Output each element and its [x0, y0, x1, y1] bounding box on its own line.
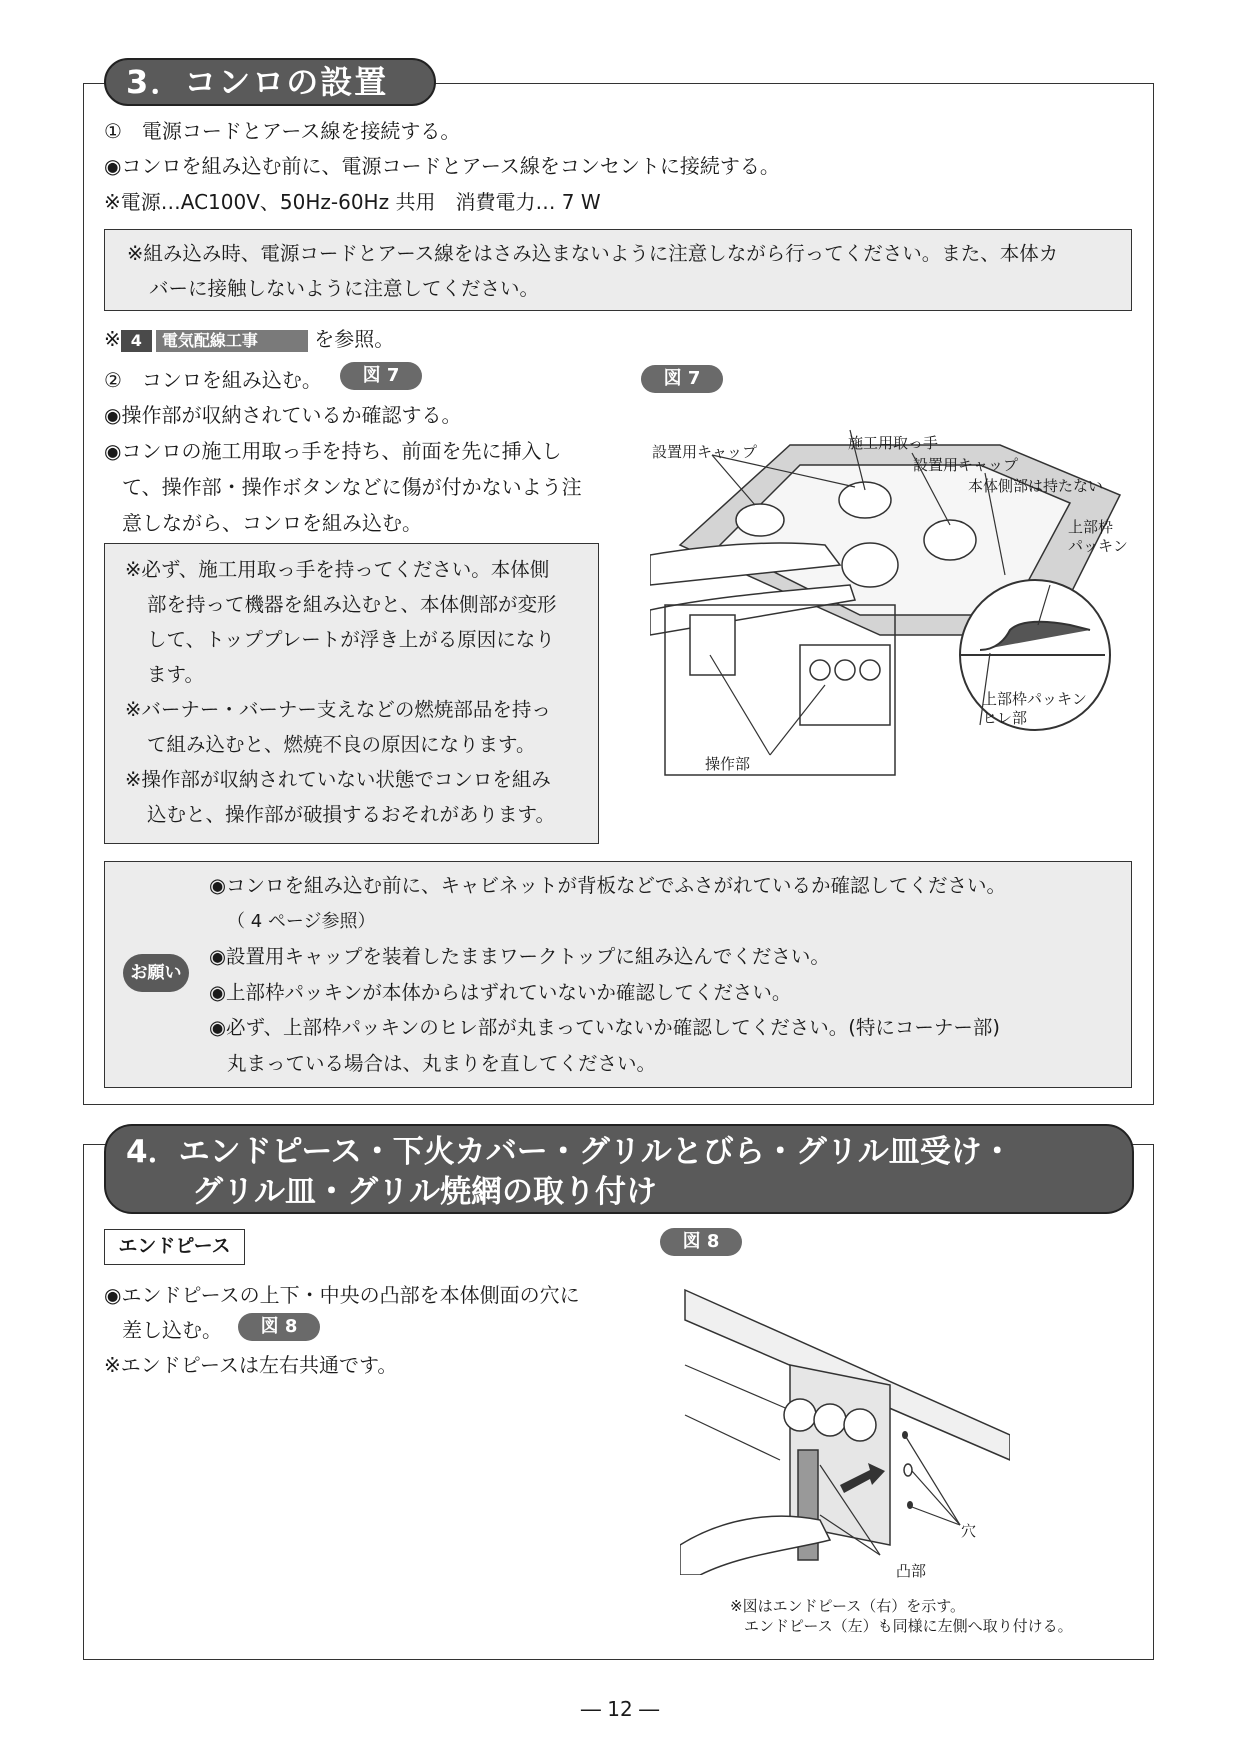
request-item: ◉上部枠パッキンが本体からはずれていないか確認してください。 — [209, 980, 792, 1004]
step2-bullet1: ◉操作部が収納されているか確認する。 — [104, 403, 462, 427]
fig7-callout-cap2: 設置用キャップ — [913, 456, 1019, 474]
power-spec: ※電源…AC100V、50Hz-60Hz 共用 消費電力… 7 W — [104, 190, 601, 214]
caution-box-1 — [104, 229, 1132, 311]
caution-box-2 — [104, 543, 599, 844]
endpiece-bullet-l1: ◉エンドピースの上下・中央の凸部を本体側面の穴に — [104, 1283, 580, 1307]
caution2-line: 部を持って機器を組み込むと、本体側部が変形 — [147, 593, 557, 616]
section3-title — [104, 58, 436, 106]
fig7-callout-packing-l1: 上部枠 — [1068, 518, 1114, 536]
ref-section-label[interactable]: 電気配線工事 — [156, 330, 308, 352]
request-item: ◉設置用キャップを装着したままワークトップに組み込んでください。 — [209, 945, 830, 968]
caution1-line2: バーに接触しないように注意してください。 — [149, 277, 540, 300]
fig8-caption-l1: ※図はエンドピース（右）を示す。 — [730, 1597, 966, 1615]
ref-section-number[interactable]: 4 — [121, 330, 152, 352]
step2-bullet2-l3: 意しながら、コンロを組み込む。 — [122, 511, 422, 535]
caution2-line: 込むと、操作部が破損するおそれがあります。 — [147, 803, 555, 826]
fig7-callout-fin-l1: 上部枠パッキン — [982, 690, 1087, 708]
step1: ① 電源コードとアース線を接続する。 — [104, 119, 461, 143]
fig8-label: 図 8 — [660, 1228, 742, 1256]
fig7-callout-control: 操作部 — [705, 755, 751, 773]
endpiece-heading — [104, 1229, 245, 1265]
section4-title-l2: グリル皿・グリル焼網の取り付け — [192, 1174, 657, 1210]
reference-line — [104, 325, 394, 353]
page-number: ― 12 ― — [580, 1697, 660, 1721]
fig8-caption-l2: エンドピース（左）も同様に左側へ取り付ける。 — [744, 1617, 1073, 1635]
request-list — [209, 868, 1006, 1081]
section4-title-l1: 4．エンドピース・下火カバー・グリルとびら・グリル皿受け・ — [126, 1134, 1013, 1170]
fig8-callout-boss: 凸部 — [896, 1562, 927, 1580]
section4-title — [104, 1124, 1134, 1214]
step1-note: ◉コンロを組み込む前に、電源コードとアース線をコンセントに接続する。 — [104, 154, 780, 178]
fig7-callout-fin-l2: ヒレ部 — [982, 709, 1028, 727]
step2: ② コンロを組み込む。 — [104, 368, 322, 392]
request-item: 丸まっている場合は、丸まりを直してください。 — [227, 1051, 657, 1075]
caution2-line: ます。 — [147, 663, 204, 686]
caution2-line: て組み込むと、燃焼不良の原因になります。 — [147, 733, 536, 756]
endpiece-heading-text: エンドピース — [118, 1235, 231, 1257]
fig8-callout-hole: 穴 — [961, 1522, 977, 1540]
fig7-callout-cap1: 設置用キャップ — [652, 443, 758, 461]
caution2-line: ※操作部が収納されていない状態でコンロを組み — [125, 768, 551, 791]
section3-title-text: 3．コンロの設置 — [126, 63, 389, 101]
step2-bullet2-l1: ◉コンロの施工用取っ手を持ち、前面を先に挿入し — [104, 439, 562, 463]
fig7-callout-side: 本体側部は持たない — [968, 477, 1104, 495]
fig7-callout-handle: 施工用取っ手 — [848, 434, 939, 452]
request-badge — [123, 954, 189, 992]
step2-fig-ref[interactable]: 図 7 — [340, 362, 422, 390]
request-item: （ 4 ページ参照） — [227, 910, 376, 932]
endpiece-note: ※エンドピースは左右共通です。 — [104, 1353, 398, 1377]
caution1-line1: ※組み込み時、電源コードとアース線をはさみ込まないように注意しながら行ってください。また、本体カ — [127, 242, 1059, 265]
fig7-label: 図 7 — [641, 365, 723, 393]
request-item: ◉必ず、上部枠パッキンのヒレ部が丸まっていないか確認してください。(特にコーナー部) — [209, 1016, 1000, 1039]
ref-prefix: ※ — [104, 327, 121, 351]
caution2-line: ※必ず、施工用取っ手を持ってください。本体側 — [125, 558, 550, 581]
caution2-line: ※バーナー・バーナー支えなどの燃焼部品を持っ — [125, 698, 551, 721]
caution2-line: して、トッププレートが浮き上がる原因になり — [147, 628, 555, 651]
ref-suffix: を参照。 — [314, 327, 395, 351]
step2-bullet2-l2: て、操作部・操作ボタンなどに傷が付かないよう注 — [122, 475, 582, 499]
request-box — [104, 861, 1132, 1088]
request-item: ◉コンロを組み込む前に、キャビネットが背板などでふさがれているか確認してください。 — [209, 874, 1007, 897]
request-badge-text: お願い — [130, 963, 182, 983]
endpiece-bullet-l2: 差し込む。 — [122, 1318, 222, 1342]
endpiece-fig-ref[interactable]: 図 8 — [238, 1313, 320, 1341]
fig7-callout-packing-l2: パッキン — [1068, 537, 1128, 555]
